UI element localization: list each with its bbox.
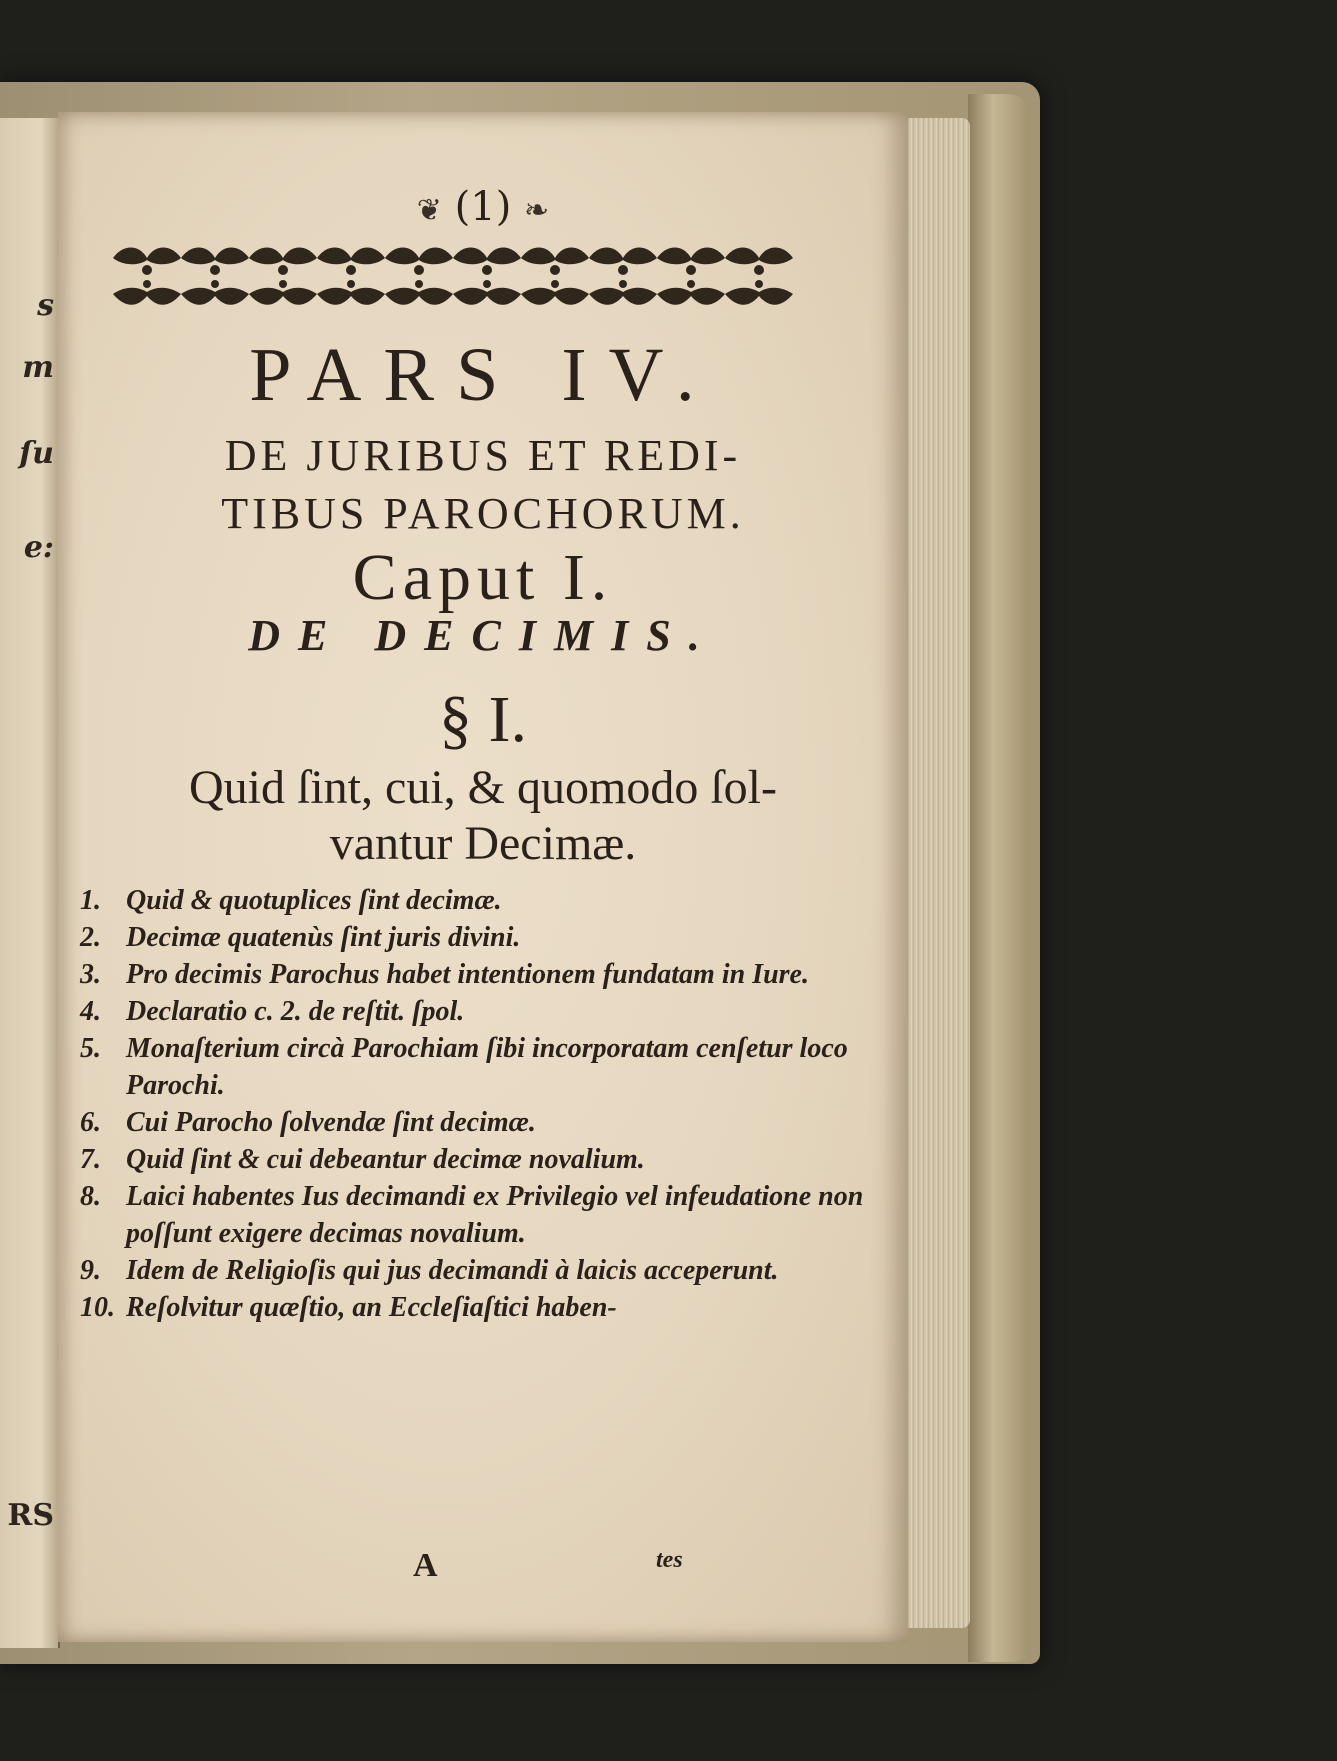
list-item xyxy=(80,1141,890,1178)
item-text: Laici habentes Ius decimandi ex Privilegio vel infeudatione non poſſunt exigere decimas novalium. xyxy=(126,1181,864,1249)
item-number: 7. xyxy=(80,1144,101,1175)
list-item xyxy=(80,1252,890,1289)
headpiece-ornament-icon xyxy=(113,242,793,314)
signature-mark: A xyxy=(413,1547,438,1584)
item-text: Idem de Religioſis qui jus decimandi à laicis acceperunt. xyxy=(126,1255,779,1286)
list-item xyxy=(80,956,890,993)
item-text: Declaratio c. 2. de reſtit. ſpol. xyxy=(126,996,465,1027)
list-item xyxy=(80,1178,890,1252)
chapter-title: DE DECIMIS. xyxy=(248,611,718,660)
item-number: 5. xyxy=(80,1033,101,1064)
left-page-fragment: m xyxy=(22,350,54,385)
list-item xyxy=(80,882,890,919)
fleuron-left-icon: ❦ xyxy=(416,193,442,228)
left-page xyxy=(0,118,60,1648)
page-edges xyxy=(900,118,970,1628)
left-page-fragment: ſu xyxy=(19,436,54,471)
list-item xyxy=(80,1104,890,1141)
item-text: Monaſterium circà Parochiam ſibi incorporatam cenſetur loco Parochi. xyxy=(126,1033,848,1101)
list-item xyxy=(80,1289,890,1326)
item-text: Decimæ quatenùs ſint juris divini. xyxy=(126,922,521,953)
book-cover-edge xyxy=(968,94,1030,1662)
right-page xyxy=(58,112,908,1642)
item-number: 1. xyxy=(80,885,101,916)
item-number: 9. xyxy=(80,1255,101,1286)
item-number: 10. xyxy=(80,1292,115,1323)
list-item xyxy=(80,1030,890,1104)
left-page-fragment: e: xyxy=(23,530,54,565)
section-question-line-2: vantur Decimæ. xyxy=(329,817,637,870)
item-text: Reſolvitur quæſtio, an Eccleſiaſtici haben- xyxy=(126,1292,617,1323)
item-number: 6. xyxy=(80,1107,101,1138)
item-text: Quid ſint & cui debeantur decimæ novalium. xyxy=(126,1144,645,1175)
item-number: 8. xyxy=(80,1181,101,1212)
page-number: (1) xyxy=(454,184,512,230)
section-question-line-1: Quid ſint, cui, & quomodo ſol- xyxy=(189,761,777,814)
item-text: Cui Parocho ſolvendæ ſint decimæ. xyxy=(126,1107,536,1138)
chapter-heading: Caput I. xyxy=(352,541,614,614)
fleuron-right-icon: ❧ xyxy=(524,193,550,228)
item-number: 2. xyxy=(80,922,101,953)
list-item xyxy=(80,993,890,1030)
catchword: tes xyxy=(656,1547,683,1573)
left-page-fragment: s xyxy=(37,288,54,323)
item-number: 4. xyxy=(80,996,101,1027)
item-text: Pro decimis Parochus habet intentionem fundatam in Iure. xyxy=(126,959,809,990)
part-heading: PARS IV. xyxy=(249,333,717,417)
left-page-fragment: RS xyxy=(7,1498,54,1533)
part-title-line-2: TIBUS PAROCHORUM. xyxy=(221,489,745,538)
page-number-line xyxy=(58,184,908,230)
part-title-line-1: DE JURIBUS ET REDI- xyxy=(224,431,742,480)
summary-list xyxy=(80,882,890,1326)
item-text: Quid & quotuplices ſint decimæ. xyxy=(126,885,502,916)
item-number: 3. xyxy=(80,959,101,990)
section-heading: § I. xyxy=(439,683,527,756)
list-item xyxy=(80,919,890,956)
